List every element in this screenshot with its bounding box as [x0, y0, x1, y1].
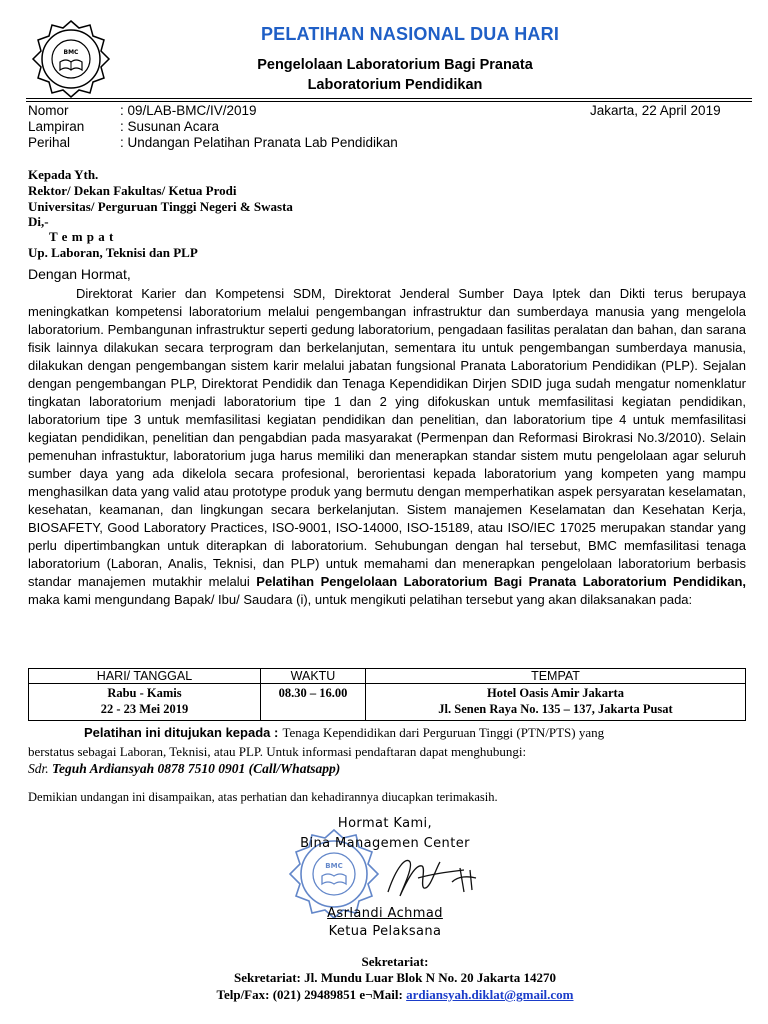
svg-text:BMC: BMC	[63, 49, 79, 56]
page-subtitle-line2: Laboratorium Pendidikan	[307, 77, 483, 93]
body-main-text: Direktorat Karier dan Kompetensi SDM, Direktorat Jenderal Sumber Daya Iptek dan Dikti terus berupaya meningkatkan kompetensi laboratorium melalui pengembangan infrastruktur dan sumberdaya manusia yang mengelola laboratorium. Pembangunan infrastruktur seperti gedung laboratorium, pengadaan fasilitas peralatan dan bahan, dan sarana fisik lainnya dilakukan secara terprogram dan berkelanjutan, sementara itu untuk pengembangan sumberdaya manusia, dilakukan dengan pengembangan sistem karir melalui jabatan fungsional Pranata Laboratorium Pendidikan (PLP). Sejalan dengan pengembangan PLP, Direktorat Pendidik dan Tenaga Kependidikan Dirjen SDID juga sudah mengatur nomenklatur tingkatan laboratorium menjadi laboratorium tipe 1 dan 2 ying difokuskan untuk memfasilitasi kegiatan pendidikan, laboratorium tipe 3 untuk memfasilitasi kegiatan pendidikan dan penelitian, dan laboratorium tipe 4 untuk memfasilitasi kegiatan pendidikan, penelitian dan pengabdian pada masyarakat (Permenpan dan Reformasi Birokrasi No.3/2010). Selain pemenuhan infrastuktur, laboratorium juga harus memiliki dan menerapkan standar sistem mutu pengelolaan agar seluruh sumber daya yang ada dikelola secara profesional, berorientasi kepada laboratorium yang kompeten yang mampu menghasilkan data yang valid atau prototype produk yang bermutu dengan memperhatikan aspek persyaratan keselamatan, kesehatan, keamanan, dan lingkungan secara berkelanjutan. Sistem manajemen Keselamatan dan Kesehatan Kerja, BIOSAFETY, Good Laboratory Practices, ISO-9001, ISO-14000, ISO-15189, atau ISO/IEC 17025 merupakan standar yang perlu dipertimbangkan untuk diterapkan di laboratorium. Sehubungan dengan hal tersebut, BMC memfasilitasi tenaga laboratorium (Laboran, Analis, Teknisi, dan PLP) untuk memahami dan menerapkan pengelolaan laboratorium berbasis standar manajemen mutakhir melalui	[28, 286, 746, 589]
lampiran-value: : Susunan Acara	[120, 119, 220, 134]
lampiran-label: Lampiran	[28, 119, 85, 134]
schedule-date-cell	[29, 684, 261, 721]
signature-regards: Hormat Kami,	[337, 816, 433, 831]
schedule-table	[28, 668, 746, 721]
header-divider-thin	[26, 101, 752, 102]
target-participants	[28, 724, 746, 761]
signatory-position: Ketua Pelaksana	[328, 924, 442, 939]
schedule-venue: Hotel Oasis Amir Jakarta	[487, 686, 624, 700]
schedule-header-time: WAKTU	[261, 669, 366, 684]
contact-person: Teguh Ardiansyah 0878 7510 0901 (Call/Whatsapp)	[52, 761, 341, 776]
secretariat-contact	[0, 987, 768, 1003]
signatory-name: Asrlandi Achmad	[327, 906, 443, 921]
schedule-address: Jl. Senen Raya No. 135 – 137, Jakarta Pusat	[438, 702, 673, 716]
secretariat-address: Sekretariat: Jl. Mundu Luar Blok N No. 20 Jakarta 14270	[233, 970, 556, 985]
schedule-time: 08.30 – 16.00	[261, 684, 366, 721]
body-paragraph	[28, 285, 746, 609]
handwritten-signature	[380, 848, 490, 908]
nomor-value: : 09/LAB-BMC/IV/2019	[120, 103, 257, 118]
schedule-place-cell	[366, 684, 746, 721]
signature-organization: Bina Managemen Center	[300, 836, 470, 851]
schedule-date: 22 - 23 Mei 2019	[100, 702, 189, 716]
addressee-line6: Up. Laboran, Teknisi dan PLP	[28, 245, 198, 260]
contact-line	[28, 761, 340, 777]
target-text-line1: Tenaga Kependidikan dari Perguruan Tinggi (PTN/PTS) yang	[282, 725, 605, 740]
secretariat-phone: Telp/Fax: (021) 29489851 e¬Mail:	[216, 987, 403, 1002]
schedule-header-date: HARI/ TANGGAL	[29, 669, 261, 684]
addressee-line3: Universitas/ Perguruan Tinggi Negeri & Swasta	[28, 199, 293, 214]
addressee-line4: Di,-	[28, 214, 49, 229]
schedule-row	[29, 684, 746, 721]
header-divider	[26, 98, 752, 99]
page-title: PELATIHAN NASIONAL DUA HARI	[260, 24, 560, 44]
contact-prefix: Sdr.	[28, 761, 49, 776]
schedule-header-place: TEMPAT	[366, 669, 746, 684]
target-label: Pelatihan ini ditujukan kepada :	[84, 725, 279, 740]
secretariat-title: Sekretariat:	[361, 954, 429, 969]
letter-date: Jakarta, 22 April 2019	[590, 103, 721, 118]
svg-text:BMC: BMC	[325, 862, 343, 870]
addressee-line2: Rektor/ Dekan Fakultas/ Ketua Prodi	[28, 183, 237, 198]
schedule-day: Rabu - Kamis	[107, 686, 182, 700]
schedule-header-row	[29, 669, 746, 684]
page-subtitle-line1: Pengelolaan Laboratorium Bagi Pranata	[257, 57, 533, 73]
secretariat-email-link[interactable]: ardiansyah.diklat@gmail.com	[406, 987, 574, 1002]
signature-scribble	[380, 848, 490, 908]
perihal-value: : Undangan Pelatihan Pranata Lab Pendidikan	[120, 135, 398, 150]
perihal-label: Perihal	[28, 135, 71, 150]
closing-text: Demikian undangan ini disampaikan, atas perhatian dan kehadirannya diucapkan terimakasih.	[28, 790, 498, 804]
body-closing-text: maka kami mengundang Bapak/ Ibu/ Saudara (i), untuk mengikuti pelatihan tersebut yang akan dilaksanakan pada:	[28, 592, 693, 607]
addressee-line5: T e m p a t	[49, 229, 114, 244]
nomor-label: Nomor	[28, 103, 69, 118]
greeting: Dengan Hormat,	[28, 266, 131, 282]
target-text-line2: berstatus sebagai Laboran, Teknisi, atau PLP. Untuk informasi pendaftaran dapat menghubungi:	[28, 744, 527, 759]
training-name: Pelatihan Pengelolaan Laboratorium Bagi Pranata Laboratorium Pendidikan,	[256, 574, 746, 589]
addressee-line1: Kepada Yth.	[28, 167, 99, 182]
